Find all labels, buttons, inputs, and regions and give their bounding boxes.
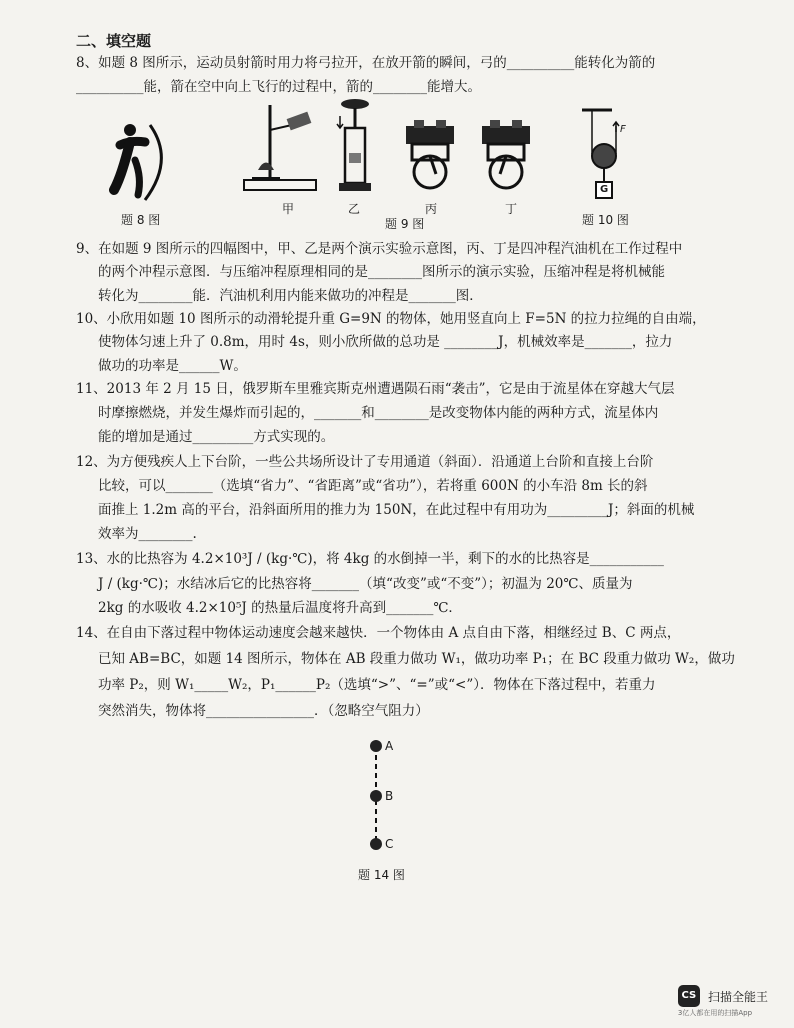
q14-line-4: 突然消失，物体将________________．（忽略空气阻力） [98,703,429,719]
figure-9-jia [240,100,320,195]
q11-line-1: 11、2013 年 2 月 15 日，俄罗斯车里雅宾斯克州遭遇陨石雨“袭击”，它是由于流星体在穿越大气层 [76,381,675,397]
point-b-label: B [385,789,394,803]
q10-line-1: 10、小欣用如题 10 图所示的动滑轮提升重 G=9N 的物体，她用竖直向上 F=5N 的拉力拉绳的自由端， [76,311,706,327]
q12-line-4: 效率为________. [98,526,197,542]
q13-line-2: J / (kg·℃)；水结冰后它的比热容将_______（填“改变”或“不变”）；初温为 20℃、质量为 [98,576,633,592]
q14-line-1: 14、在自由下落过程中物体运动速度会越来越快．一个物体由 A 点自由下落，相继经过 B、C 两点， [76,625,681,641]
label-yi: 乙 [348,202,361,216]
q12-line-1: 12、为方便残疾人上下台阶，一些公共场所设计了专用通道（斜面）．沿通道上台阶和直接上台阶 [76,454,654,470]
q8-line-2: __________能，箭在空中向上飞行的过程中，箭的________能增大。 [76,79,481,95]
q9-line-3: 转化为________能．汽油机利用内能来做功的冲程是_______图． [98,288,483,304]
q14-line-3: 功率 P₂，则 W₁_____W₂，P₁______P₂（选填“>”、“=”或“<”）．物体在下落过程中，若重力 [98,677,656,693]
q9-line-1: 9、在如题 9 图所示的四幅图中，甲、乙是两个演示实验示意图，丙、丁是四冲程汽油机在工作过程中 [76,241,683,257]
caption-fig8: 题 8 图 [121,213,161,227]
point-b-dot [370,790,382,802]
scanner-watermark [678,985,768,1018]
scanner-title: 扫描全能王 [707,989,768,1004]
q12-line-3: 面推上 1.2m 高的平台，沿斜面所用的推力为 150N，在此过程中有用功为_________J；斜面的机械 [98,502,695,518]
q14-line-2: 已知 AB=BC，如题 14 图所示，物体在 AB 段重力做功 W₁，做功功率 P₁；在 BC 段重力做功 W₂，做功 [98,651,735,667]
figure-9-bing-engine [402,118,458,190]
caption-fig9: 题 9 图 [385,217,425,231]
pulley-weight-label: G [600,184,609,195]
figure-14-falling-path [360,736,400,856]
point-c-dot [370,838,382,850]
q10-line-2: 使物体匀速上升了 0.8m，用时 4s，则小欣所做的总功是 ________J，机械效率是_______，拉力 [98,334,673,350]
caption-fig14: 题 14 图 [358,868,405,882]
section-title: 二、填空题 [76,32,152,50]
figure-9-ding-engine [478,118,534,190]
label-jia: 甲 [282,202,295,216]
figure-9-yi [335,98,375,196]
figure-8-archer [100,100,180,205]
caption-fig10: 题 10 图 [582,213,629,227]
q10-line-3: 做功的功率是______W。 [98,358,247,374]
label-bing: 丙 [425,202,438,216]
point-c-label: C [385,837,394,851]
q12-line-2: 比较，可以_______（选填“省力”、“省距离”或“省功”），若将重 600N 的小车沿 8m 长的斜 [98,478,648,494]
q13-line-1: 13、水的比热容为 4.2×10³J / (kg·℃)，将 4kg 的水倒掉一半，剩下的水的比热容是___________ [76,551,664,567]
q13-line-3: 2kg 的水吸收 4.2×10⁵J 的热量后温度将升高到_______℃． [98,600,462,616]
point-a-dot [370,740,382,752]
q9-line-2: 的两个冲程示意图．与压缩冲程原理相同的是________图所示的演示实验，压缩冲程是将机械能 [98,264,665,280]
label-ding: 丁 [505,202,518,216]
scanner-logo-icon: CS [678,985,700,1007]
pulley-force-label: F [620,124,626,135]
scanner-subtitle: 3亿人都在用的扫描App [677,1009,753,1017]
q11-line-2: 时摩擦燃烧，并发生爆炸而引起的，_______和________是改变物体内能的两种方式，流星体内 [98,405,659,421]
q11-line-3: 能的增加是通过_________方式实现的。 [98,429,335,445]
point-a-label: A [385,739,394,753]
q8-line-1: 8、如题 8 图所示，运动员射箭时用力将弓拉开，在放开箭的瞬间，弓的__________能转化为箭的 [76,55,656,71]
